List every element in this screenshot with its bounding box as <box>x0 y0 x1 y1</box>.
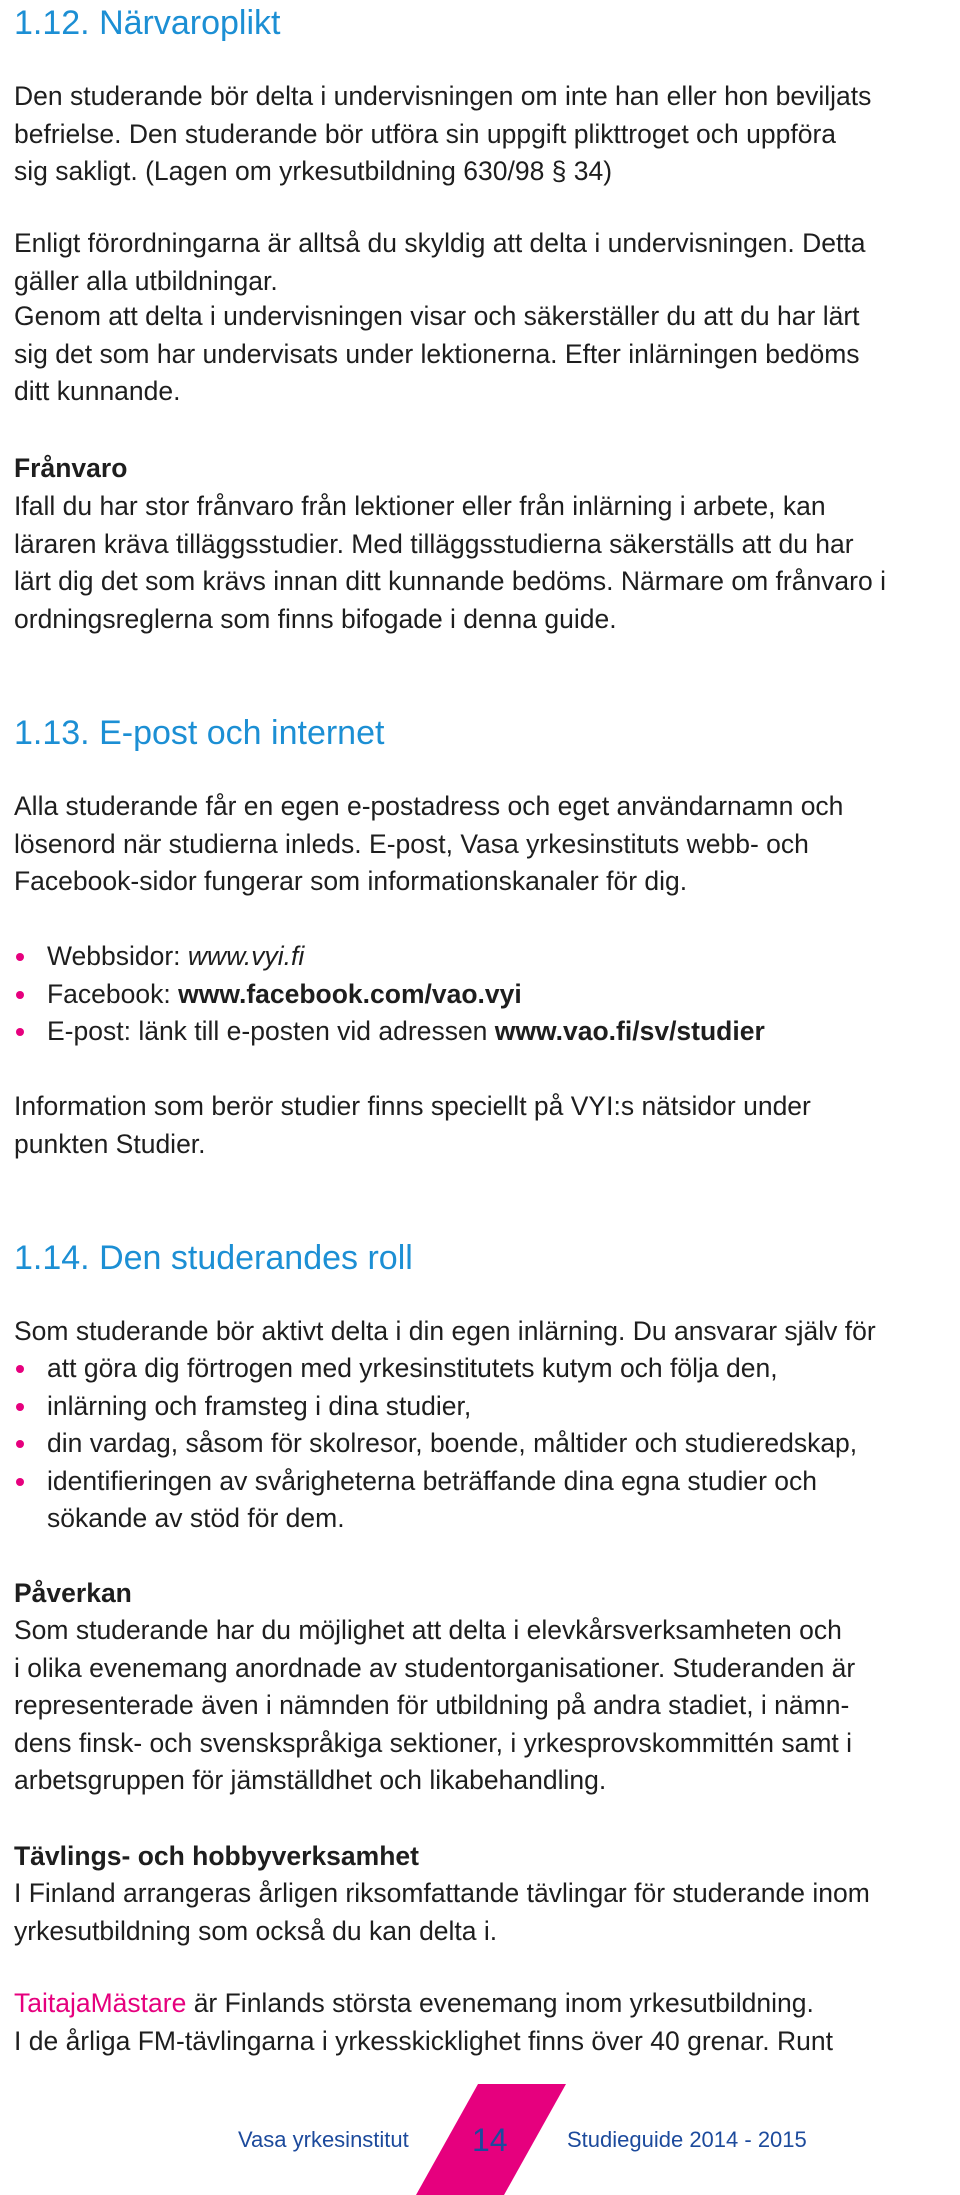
brand-taitajamastare: TaitajaMästare <box>14 1988 187 2018</box>
footer-guide-title: Studieguide 2014 - 2015 <box>567 2127 807 2152</box>
text-line: befrielse. Den studerande bör utföra sin uppgift plikttroget och uppföra <box>14 118 837 149</box>
text-line: sig det som har undervisats under lektionerna. Efter inlärningen bedöms <box>14 338 860 369</box>
list-item: identifieringen av svårigheterna beträffande dina egna studier och <box>14 1463 857 1501</box>
text-line: Enligt förordningarna är alltså du skyldig att delta i undervisningen. Detta <box>14 228 866 258</box>
section-heading-1-14: 1.14. Den studerandes roll <box>14 1239 413 1277</box>
text-line: gäller alla utbildningar. <box>14 265 278 296</box>
text-line: Som studerande har du möjlighet att delta i elevkårsverksamheten och <box>14 1615 842 1645</box>
list-item-continuation: sökande av stöd för dem. <box>47 1503 345 1533</box>
paragraph <box>14 225 865 300</box>
paragraph <box>14 1612 855 1800</box>
page-number: 14 <box>472 2122 508 2158</box>
paragraph <box>14 1088 811 1163</box>
text-line: Information som berör studier finns speciellt på VYI:s nätsidor under <box>14 1091 811 1121</box>
paragraph <box>14 788 843 901</box>
text-line: Den studerande bör delta i undervisningen om inte han eller hon beviljats <box>14 81 872 111</box>
paragraph <box>14 298 860 411</box>
text-line: TaitajaMästare är Finlands största evenemang inom yrkesutbildning. <box>14 1988 814 2018</box>
page-footer <box>0 2084 960 2195</box>
subheading-paverkan: Påverkan <box>14 1578 132 1608</box>
text-line: läraren kräva tilläggsstudier. Med tilläggsstudierna säkerställs att du har <box>14 528 854 559</box>
text-line: Alla studerande får en egen e-postadress och eget användarnamn och <box>14 791 844 821</box>
text-line: ordningsreglerna som finns bifogade i denna guide. <box>14 603 617 634</box>
text-line: yrkesutbildning som också du kan delta i. <box>14 1915 498 1946</box>
text-line: arbetsgruppen för jämställdhet och likabehandling. <box>14 1765 607 1795</box>
text-line: I Finland arrangeras årligen riksomfattande tävlingar för studerande inom <box>14 1878 870 1908</box>
subheading-tavlingar: Tävlings- och hobbyverksamhet <box>14 1841 419 1871</box>
subheading-franvaro: Frånvaro <box>14 453 128 483</box>
paragraph <box>14 1985 833 2060</box>
paragraph <box>14 488 886 638</box>
text-line: sig sakligt. (Lagen om yrkesutbildning 630/98 § 34) <box>14 156 613 186</box>
website-link[interactable]: www.vyi.fi <box>187 941 305 971</box>
list-item: din vardag, såsom för skolresor, boende, måltider och studieredskap, <box>14 1425 857 1463</box>
list-item: Webbsidor: www.vyi.fi <box>14 938 765 976</box>
paragraph <box>14 78 871 191</box>
responsibility-list <box>14 1350 857 1500</box>
text-line: ditt kunnande. <box>14 376 181 406</box>
list-item: E-post: länk till e-posten vid adressen www.vao.fi/sv/studier <box>14 1013 765 1051</box>
text-line: Genom att delta i undervisningen visar och säkerställer du att du har lärt <box>14 301 860 331</box>
footer-institution: Vasa yrkesinstitut <box>238 2127 409 2152</box>
text-line: punkten Studier. <box>14 1128 206 1159</box>
list-item: inlärning och framsteg i dina studier, <box>14 1388 857 1426</box>
list-item: Facebook: www.facebook.com/vao.vyi <box>14 976 765 1014</box>
paragraph: Som studerande bör aktivt delta i din egen inlärning. Du ansvarar själv för <box>14 1316 876 1346</box>
text-line: Facebook-sidor fungerar som informationskanaler för dig. <box>14 866 688 896</box>
text-line: lärt dig det som krävs innan ditt kunnande bedöms. Närmare om frånvaro i <box>14 566 886 596</box>
section-heading-1-12: 1.12. Närvaroplikt <box>14 4 281 42</box>
text-line: i olika evenemang anordnade av studentorganisationer. Studeranden är <box>14 1652 856 1683</box>
facebook-link[interactable]: www.facebook.com/vao.vyi <box>178 978 522 1009</box>
text-line: lösenord när studierna inleds. E-post, Vasa yrkesinstituts webb- och <box>14 828 809 859</box>
text-line: I de årliga FM-tävlingarna i yrkesskicklighet finns över 40 grenar. Runt <box>14 2025 833 2056</box>
link-list <box>14 938 765 1051</box>
list-item: att göra dig förtrogen med yrkesinstitutets kutym och följa den, <box>14 1350 857 1388</box>
text-line: dens finsk- och svenskspråkiga sektioner, i yrkesprovskommittén samt i <box>14 1727 853 1758</box>
paragraph <box>14 1875 870 1950</box>
email-link[interactable]: www.vao.fi/sv/studier <box>494 1016 765 1046</box>
text-line: representerade även i nämnden för utbildning på andra stadiet, i nämn- <box>14 1690 850 1720</box>
text-line: Ifall du har stor frånvaro från lektioner eller från inlärning i arbete, kan <box>14 491 826 521</box>
section-heading-1-13: 1.13. E-post och internet <box>14 714 385 752</box>
